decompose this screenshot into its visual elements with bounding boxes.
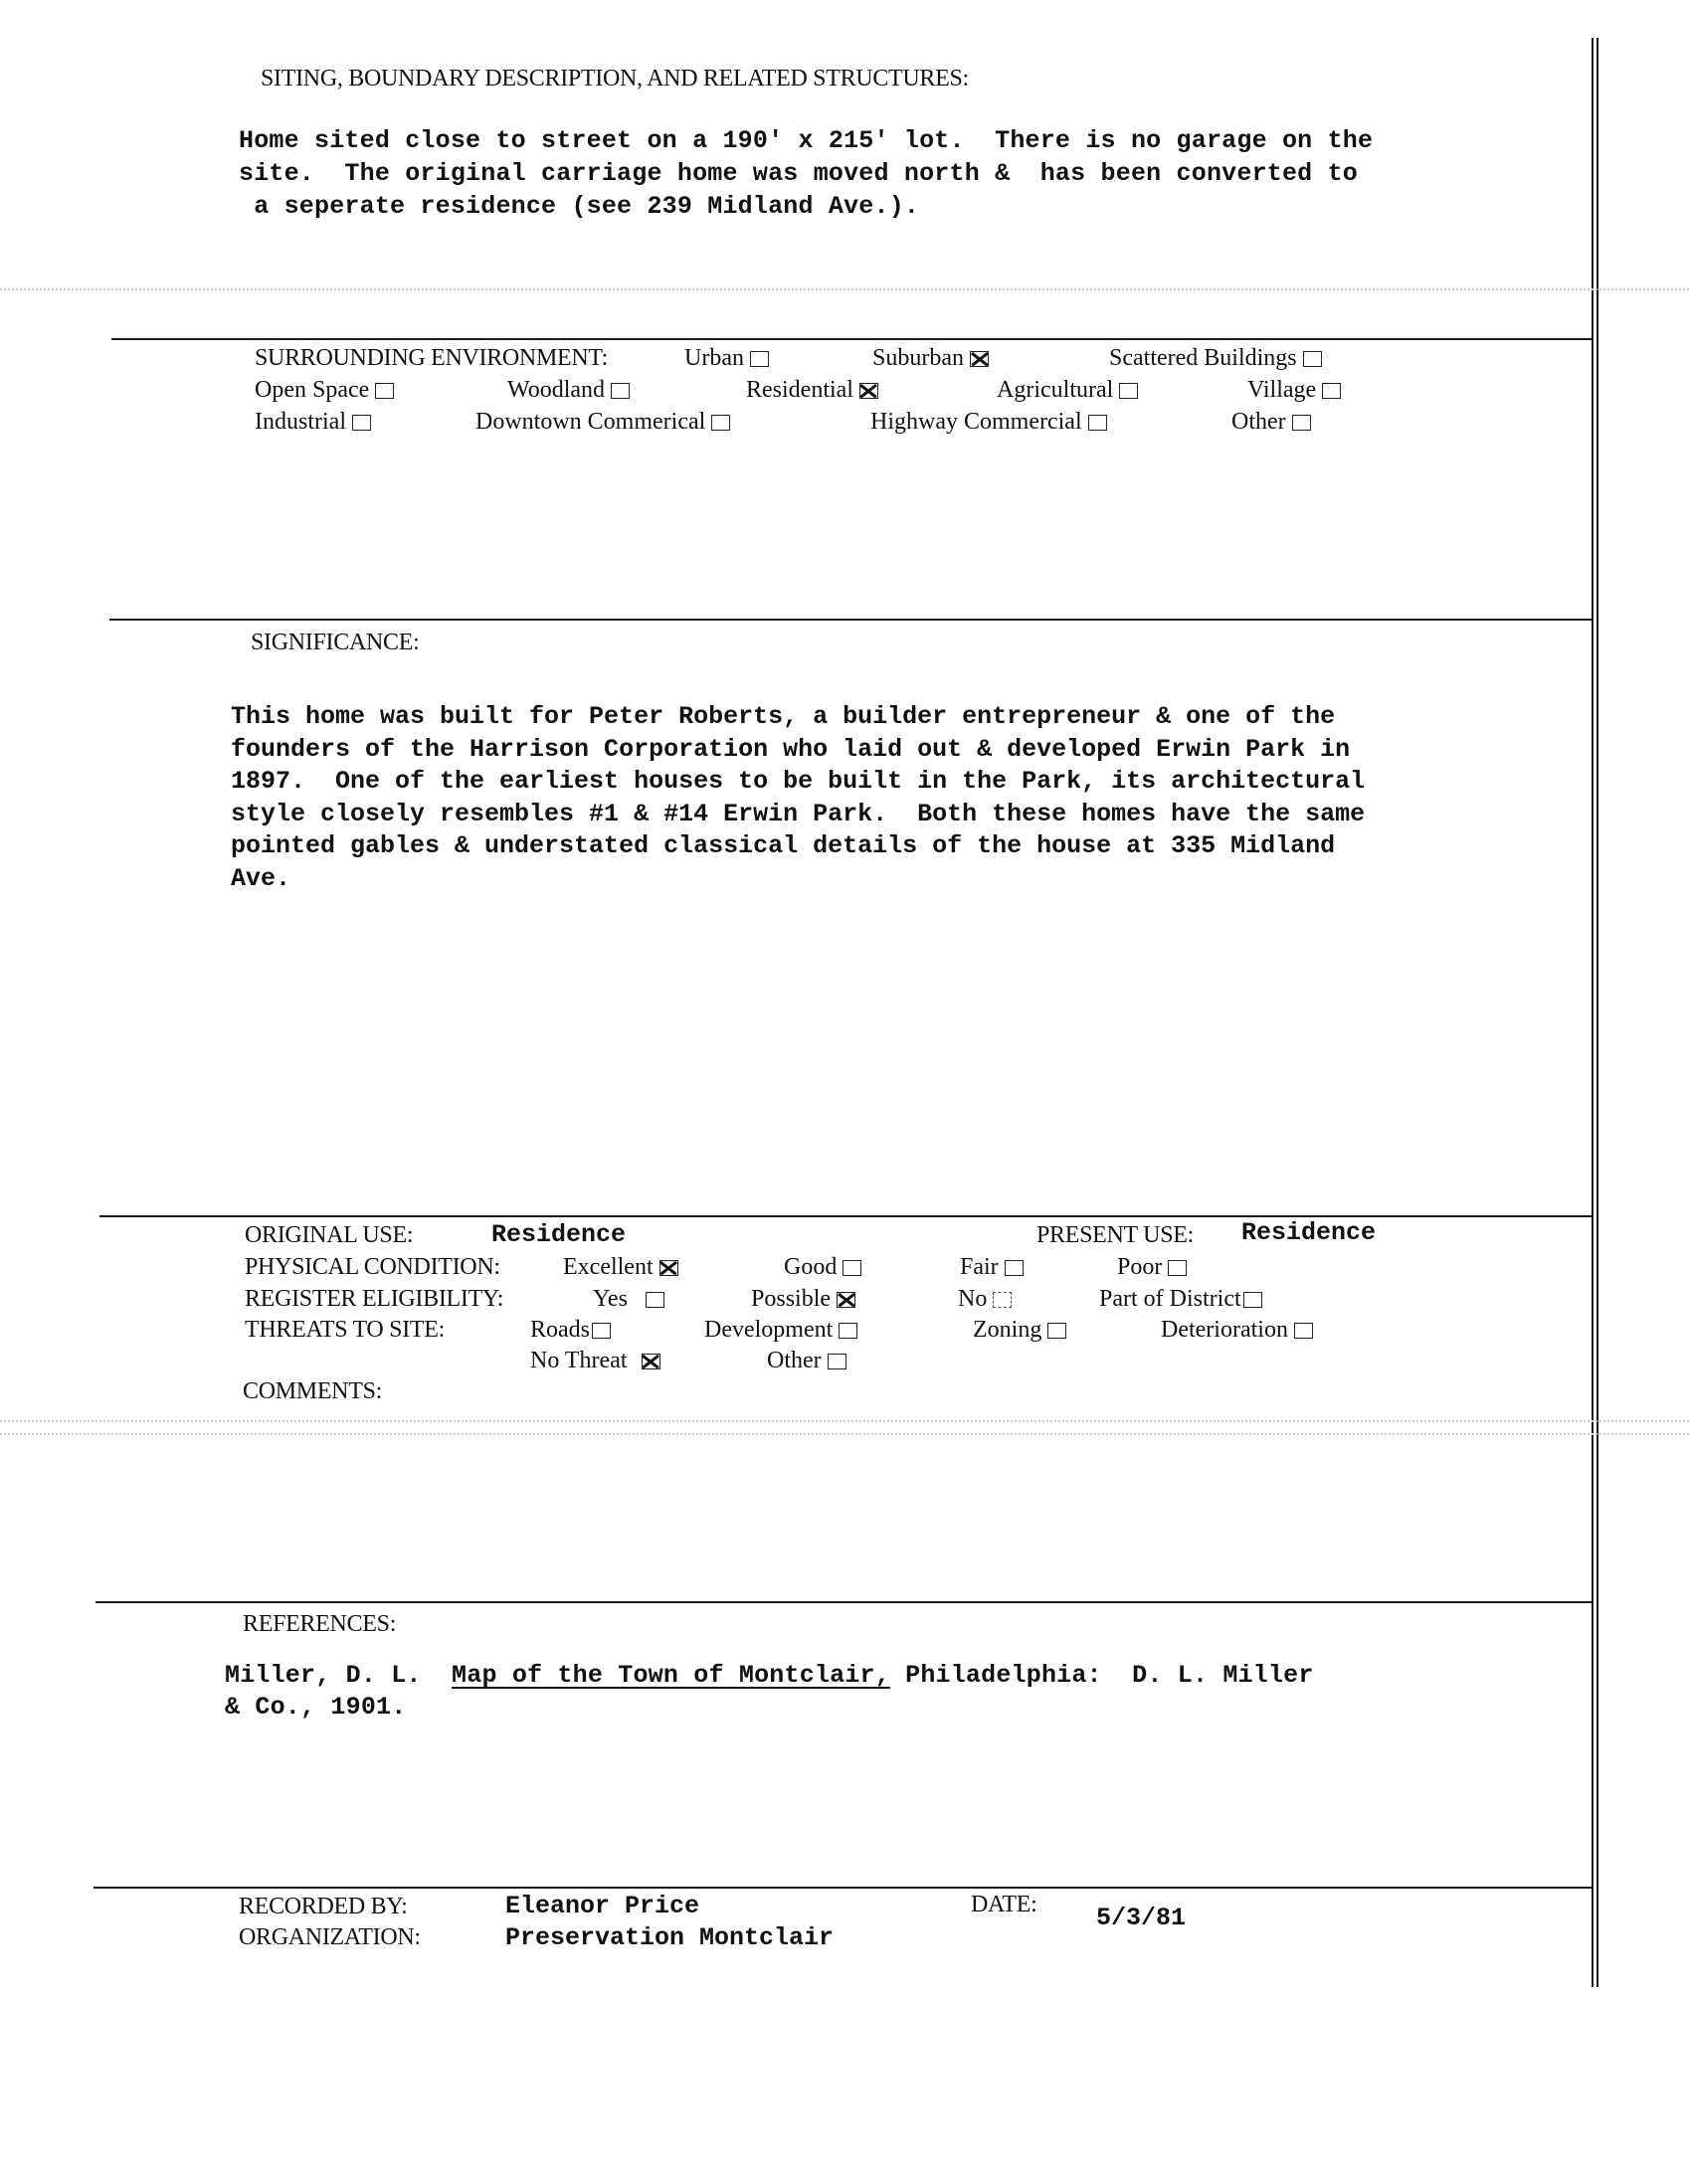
organization-value: Preservation Montclair: [505, 1923, 835, 1952]
option-excellent[interactable]: [563, 1254, 678, 1281]
significance-line: 1897. One of the earliest houses to be built in the Park, its architectural: [231, 767, 1366, 796]
checkbox-icon[interactable]: [1292, 415, 1311, 431]
references-heading: REFERENCES:: [243, 1611, 397, 1637]
option-downtown-commercial[interactable]: [475, 409, 730, 436]
right-border-line: [1592, 38, 1594, 1987]
original-use-label: ORIGINAL USE:: [245, 1222, 414, 1248]
original-use-value: Residence: [491, 1220, 627, 1249]
significance-line: founders of the Harrison Corporation who laid out & developed Erwin Park in: [231, 735, 1351, 764]
option-residential[interactable]: [746, 377, 878, 404]
option-label: Excellent: [563, 1254, 654, 1280]
option-possible[interactable]: [751, 1286, 855, 1313]
checkbox-icon[interactable]: [375, 383, 394, 399]
checkbox-icon[interactable]: [750, 351, 769, 367]
option-part-of-district[interactable]: [1099, 1286, 1262, 1313]
option-poor[interactable]: [1117, 1254, 1187, 1281]
date-label: DATE:: [971, 1892, 1037, 1917]
checked-checkbox-icon[interactable]: [837, 1292, 855, 1308]
checkbox-icon[interactable]: [1119, 383, 1138, 399]
option-urban[interactable]: [684, 345, 769, 372]
checkbox-icon[interactable]: [839, 1323, 857, 1339]
option-woodland[interactable]: [507, 377, 630, 404]
option-label: Other: [767, 1348, 822, 1373]
option-open-space[interactable]: [255, 377, 394, 404]
present-use-value: Residence: [1241, 1218, 1377, 1247]
checkbox-icon[interactable]: [592, 1323, 611, 1339]
option-label: Agricultural: [997, 377, 1114, 403]
option-industrial[interactable]: [255, 409, 371, 436]
present-use-label: PRESENT USE:: [1036, 1222, 1194, 1248]
siting-line: Home sited close to street on a 190' x 215' lot. There is no garage on the: [239, 126, 1374, 155]
scan-artifact-line: [0, 288, 1689, 290]
checkbox-icon[interactable]: [1005, 1260, 1024, 1276]
option-yes[interactable]: [593, 1286, 664, 1313]
option-label: Development: [704, 1317, 834, 1343]
option-label: Scattered Buildings: [1109, 345, 1297, 371]
option-fair[interactable]: [960, 1254, 1024, 1281]
checkbox-icon[interactable]: [711, 415, 730, 431]
section-divider: [99, 1215, 1594, 1217]
checked-checkbox-icon[interactable]: [642, 1354, 660, 1369]
option-label: Residential: [746, 377, 853, 403]
significance-heading: SIGNIFICANCE:: [251, 630, 420, 655]
register-eligibility-label: REGISTER ELIGIBILITY:: [245, 1286, 504, 1312]
option-label: Part of District: [1099, 1286, 1241, 1312]
significance-line: Ave.: [231, 864, 291, 893]
checkbox-icon[interactable]: [1047, 1323, 1066, 1339]
siting-line: site. The original carriage home was moved north & has been converted to: [239, 159, 1358, 188]
significance-line: style closely resembles #1 & #14 Erwin Park. Both these homes have the same: [231, 800, 1366, 828]
option-label: Woodland: [507, 377, 606, 403]
option-agricultural[interactable]: [997, 377, 1138, 404]
option-label: Zoning: [973, 1317, 1042, 1343]
option-other-threat[interactable]: [767, 1348, 846, 1374]
reference-line-2: & Co., 1901.: [225, 1693, 407, 1722]
checkbox-icon[interactable]: [646, 1292, 664, 1308]
checked-checkbox-icon[interactable]: [859, 383, 878, 399]
checkbox-icon[interactable]: [993, 1292, 1012, 1308]
checkbox-icon[interactable]: [1168, 1260, 1187, 1276]
option-label: Suburban: [872, 345, 964, 371]
option-label: Deterioration: [1161, 1317, 1288, 1343]
significance-line: pointed gables & understated classical details of the house at 335 Midland: [231, 831, 1336, 860]
threats-label: THREATS TO SITE:: [245, 1317, 445, 1343]
option-label: No: [958, 1286, 988, 1312]
recorded-by-value: Eleanor Price: [505, 1892, 700, 1920]
option-zoning[interactable]: [973, 1317, 1066, 1344]
option-no[interactable]: [958, 1286, 1012, 1313]
section-divider: [111, 338, 1594, 340]
checkbox-icon[interactable]: [352, 415, 371, 431]
option-label: Open Space: [255, 377, 370, 403]
option-label: Industrial: [255, 409, 346, 435]
siting-heading: SITING, BOUNDARY DESCRIPTION, AND RELATED STRUCTURES:: [261, 66, 969, 91]
checkbox-icon[interactable]: [843, 1260, 861, 1276]
checked-checkbox-icon[interactable]: [970, 351, 989, 367]
option-good[interactable]: [784, 1254, 861, 1281]
option-other[interactable]: [1231, 409, 1311, 436]
option-label: No Threat: [530, 1348, 628, 1373]
date-value: 5/3/81: [1096, 1904, 1187, 1932]
option-label: Village: [1247, 377, 1317, 403]
organization-label: ORGANIZATION:: [239, 1924, 421, 1950]
option-development[interactable]: [704, 1317, 857, 1344]
reference-publisher: Philadelphia: D. L. Miller: [905, 1661, 1314, 1690]
checkbox-icon[interactable]: [1243, 1292, 1262, 1308]
checkbox-icon[interactable]: [1322, 383, 1341, 399]
option-label: Good: [784, 1254, 838, 1280]
checkbox-icon[interactable]: [828, 1354, 846, 1369]
section-divider: [95, 1601, 1594, 1603]
option-label: Highway Commercial: [870, 409, 1082, 435]
right-border-line-inner: [1596, 38, 1598, 1987]
option-label: Possible: [751, 1286, 832, 1312]
option-label: Roads: [530, 1317, 590, 1343]
option-highway-commercial[interactable]: [870, 409, 1107, 436]
option-roads[interactable]: [530, 1317, 611, 1344]
option-village[interactable]: [1247, 377, 1341, 404]
section-divider: [94, 1887, 1594, 1889]
checkbox-icon[interactable]: [1088, 415, 1107, 431]
surrounding-environment-heading: SURROUNDING ENVIRONMENT:: [255, 345, 608, 371]
checked-checkbox-icon[interactable]: [659, 1260, 678, 1276]
scan-artifact-line: [0, 1420, 1689, 1422]
option-deterioration[interactable]: [1161, 1317, 1313, 1344]
checkbox-icon[interactable]: [1294, 1323, 1313, 1339]
option-suburban[interactable]: [872, 345, 989, 372]
option-label: Fair: [960, 1254, 999, 1280]
option-label: Poor: [1117, 1254, 1163, 1280]
option-label: Downtown Commerical: [475, 409, 706, 435]
scan-artifact-line: [0, 1433, 1689, 1435]
recorded-by-label: RECORDED BY:: [239, 1894, 408, 1919]
reference-title: Map of the Town of Montclair,: [452, 1661, 890, 1690]
checkbox-icon[interactable]: [1303, 351, 1322, 367]
significance-line: This home was built for Peter Roberts, a builder entrepreneur & one of the: [231, 702, 1336, 731]
section-divider: [109, 619, 1594, 621]
reference-line: [225, 1659, 1314, 1692]
comments-label: COMMENTS:: [243, 1378, 382, 1404]
option-no-threat[interactable]: [530, 1348, 660, 1374]
siting-line: a seperate residence (see 239 Midland Ave.).: [239, 192, 920, 221]
option-label: Yes: [593, 1286, 628, 1312]
reference-author: Miller, D. L.: [225, 1661, 422, 1690]
physical-condition-label: PHYSICAL CONDITION:: [245, 1254, 500, 1280]
option-scattered-buildings[interactable]: [1109, 345, 1322, 372]
option-label: Other: [1231, 409, 1286, 435]
option-label: Urban: [684, 345, 744, 371]
checkbox-icon[interactable]: [611, 383, 630, 399]
